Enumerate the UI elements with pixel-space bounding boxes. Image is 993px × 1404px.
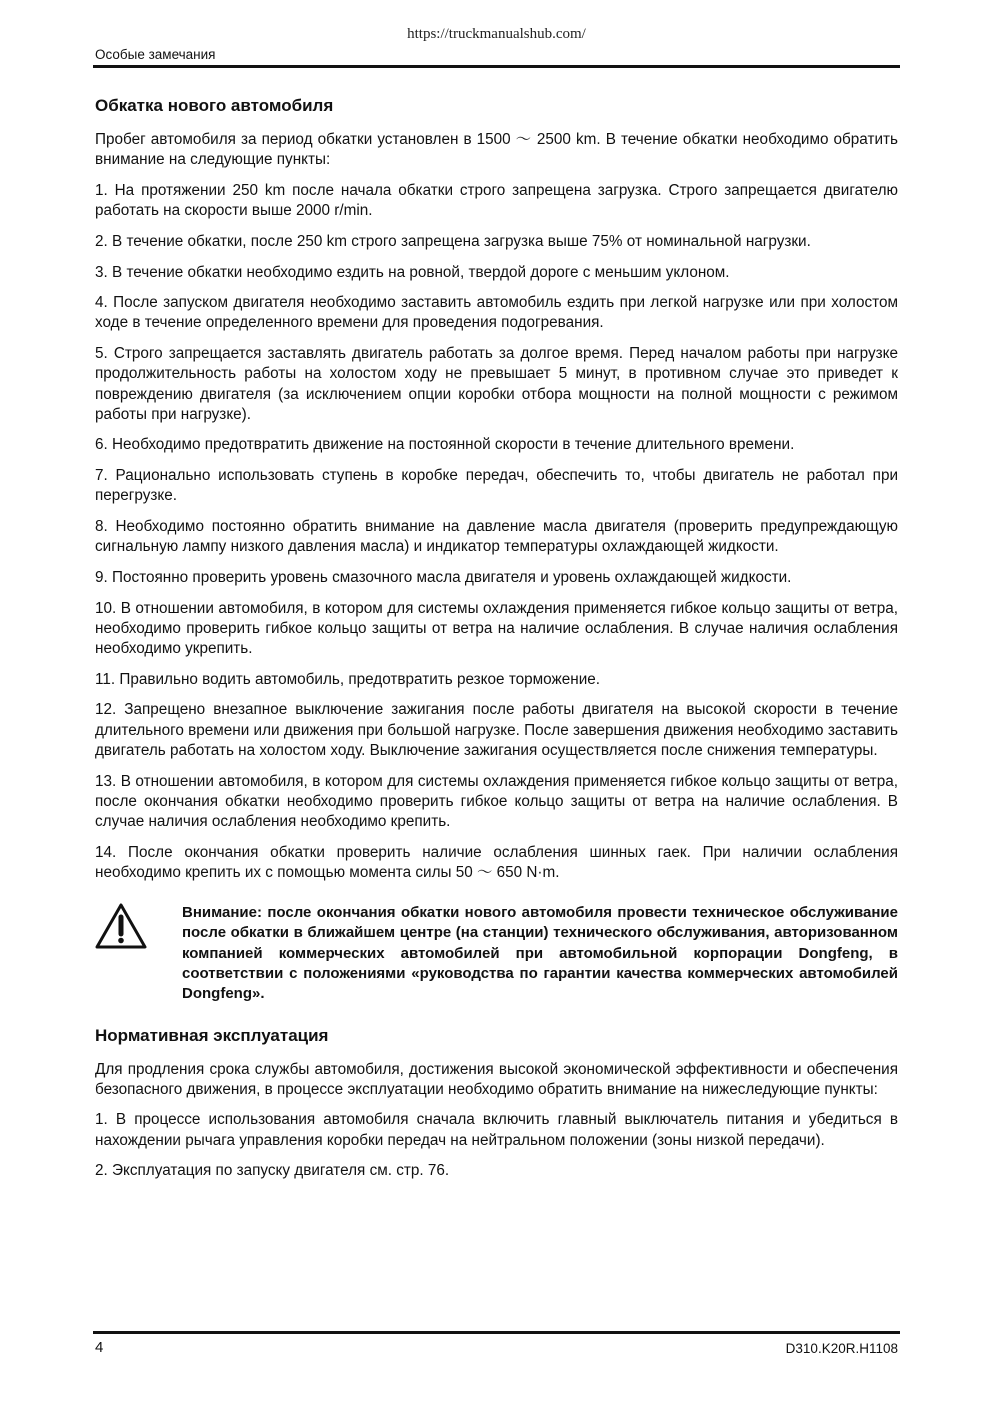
footer-rule: [93, 1331, 900, 1334]
list-item: 7. Рационально использовать ступень в коробке передач, обеспечить то, чтобы двигатель не работал при перегрузке.: [95, 467, 898, 505]
list-item: 11. Правильно водить автомобиль, предотвратить резкое торможение.: [95, 670, 601, 688]
watermark-url: https://truckmanualshub.com/: [407, 26, 586, 42]
section-intro: Пробег автомобиля за период обкатки установлен в 1500 ～ 2500 km. В течение обкатки необходимо обратить внимание на следующие пункты:: [95, 131, 898, 169]
list-item: 4. После запуском двигателя необходимо заставить автомобиль ездить при легкой нагрузке или при холостом ходе в течение определенного времени для проведения подогревания.: [95, 294, 898, 332]
list-item: 12. Запрещено внезапное выключение зажигания после работы двигателя на высокой скорости в течение длительного времени или движения при большой нагрузке. После завершения движения необходимо заставить двигатель работать на холостом ходу. Выключение зажигания осуществляется после снижения температуры.: [95, 701, 898, 759]
list-item: 8. Необходимо постоянно обратить внимание на давление масла двигателя (проверить предупреждающую сигнальную лампу низкого давления масла) и индикатор температуры охлаждающей жидкости.: [95, 518, 898, 556]
list-item: 6. Необходимо предотвратить движение на постоянной скорости в течение длительного времени.: [95, 436, 795, 454]
list-item: 2. В течение обкатки, после 250 km строго запрещена загрузка выше 75% от номинальной нагрузки.: [95, 232, 811, 250]
section-title-normal-operation: Нормативная эксплуатация: [95, 1025, 329, 1045]
section-intro: Для продления срока службы автомобиля, достижения высокой экономической эффективности и обеспечения безопасного движения, в процессе эксплуатации необходимо обратить внимание на нижеследующие пункты:: [95, 1060, 898, 1098]
warning-text: Внимание: после окончания обкатки нового автомобиля провести техническое обслуживание после обкатки в ближайшем центре (на станции) технического обслуживания, авторизованном компанией коммерческих автомобилей при автомобильной корпорации Dongfeng, в соответствии с положениями «руководства по гарантии качества коммерческих автомобилей Dongfeng».: [182, 904, 898, 1003]
list-item: 3. В течение обкатки необходимо ездить на ровной, твердой дороге с меньшим уклоном.: [95, 263, 730, 281]
running-head: Особые замечания: [95, 47, 216, 62]
page-number: 4: [95, 1339, 104, 1356]
document-code: D310.K20R.H1108: [785, 1341, 898, 1356]
header-rule: [93, 65, 900, 68]
list-item: 1. На протяжении 250 km после начала обкатки строго запрещена загрузка. Строго запрещается двигателю работать на скорости выше 2000 r/min.: [95, 181, 898, 220]
list-item: 14. После окончания обкатки проверить наличие ослабления шинных гаек. При наличии ослабления необходимо крепить их с помощью момента силы 50 ～ 650 N·m.: [95, 843, 898, 881]
section-title-break-in: Обкатка нового автомобиля: [95, 96, 334, 115]
page-content: [95, 95, 898, 1192]
list-item: 1. В процессе использования автомобиля сначала включить главный выключатель питания и убедиться в нахождении рычага управления коробки передач на нейтральном положении (зоны низкой передачи).: [95, 1111, 898, 1149]
warning-notice: [95, 903, 898, 1004]
list-item: 5. Строго запрещается заставлять двигатель работать за долгое время. Перед началом работы при нагрузке продолжительность работы на холостом ходу не превышает 5 минут, в противном случае это приведет к повреждению двигателя (за исключением опции коробки отбора мощности на полной мощности с режимом работы при нагрузке).: [95, 345, 898, 423]
list-item: 13. В отношении автомобиля, в котором для системы охлаждения применяется гибкое кольцо защиты от ветра, после окончания обкатки необходимо проверить гибкое кольцо защиты от ветра на наличие ослабления. В случае наличия ослабления необходимо крепить.: [95, 772, 898, 830]
list-item: 9. Постоянно проверить уровень смазочного масла двигателя и уровень охлаждающей жидкости.: [95, 568, 792, 586]
warning-triangle-icon: [95, 903, 147, 949]
list-item: 2. Эксплуатация по запуску двигателя см. стр. 76.: [95, 1162, 450, 1180]
list-item: 10. В отношении автомобиля, в котором для системы охлаждения применяется гибкое кольцо защиты от ветра, необходимо проверить гибкое кольцо защиты от ветра на наличие ослабления. В случае наличия ослабления необходимо укрепить.: [95, 599, 898, 658]
